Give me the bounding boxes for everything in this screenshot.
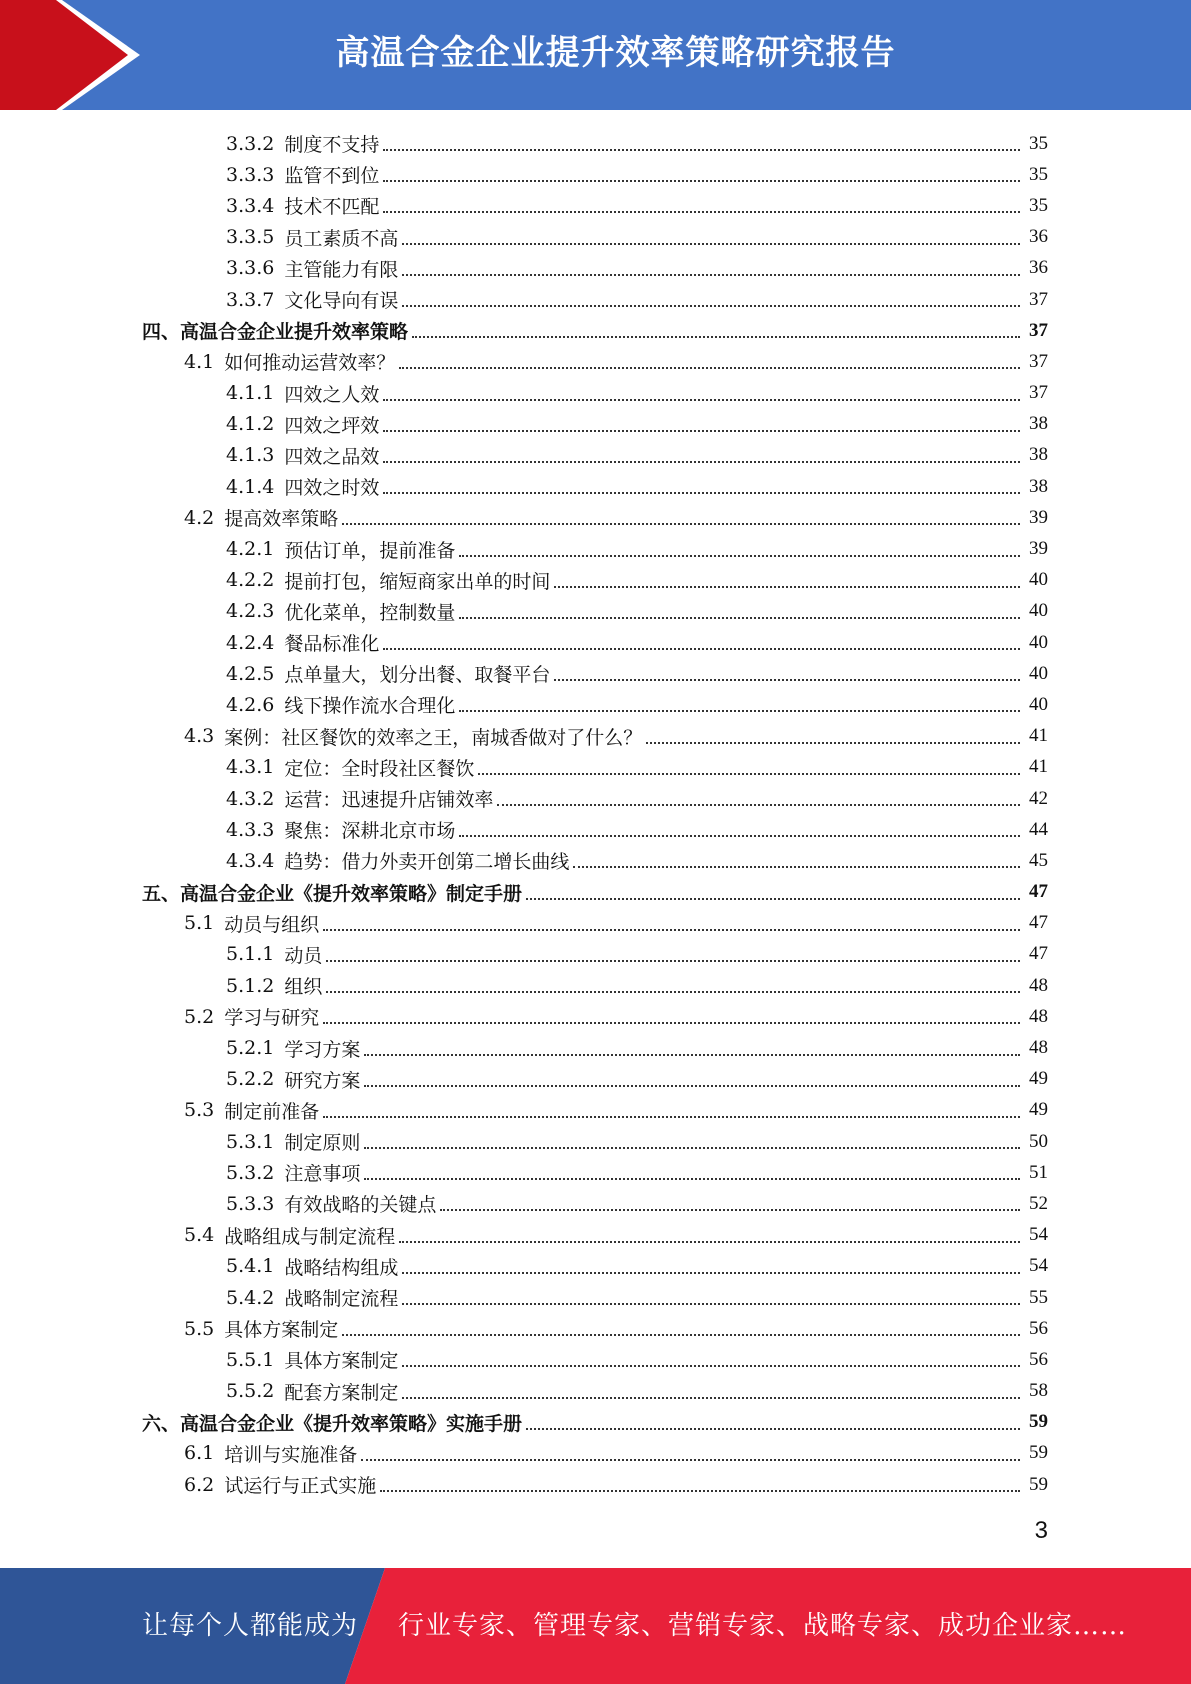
toc-entry[interactable]: [0, 1376, 1191, 1407]
toc-entry-number: 4.1.3: [226, 444, 275, 467]
toc-entry-number: 4.3.4: [226, 849, 275, 872]
toc-entry-label: 监管不到位: [284, 165, 380, 188]
footer-bar: [0, 1568, 1191, 1684]
toc-entry-number: 4.2.5: [226, 662, 275, 685]
toc-entry-label: 试运行与正式实施: [224, 1475, 377, 1498]
toc-entry-label: 优化菜单，控制数量: [284, 601, 456, 624]
toc-entry-number: 5.5.1: [226, 1348, 275, 1371]
toc-entry-number: 4.1: [184, 350, 215, 373]
toc-entry-label: 战略结构组成: [284, 1256, 399, 1279]
toc-entry[interactable]: [0, 128, 1191, 159]
toc-entry-page: 35: [1029, 132, 1048, 154]
toc-entry-page: 35: [1029, 194, 1048, 216]
toc-entry-number: 5.1.2: [226, 974, 275, 997]
toc-entry-page: 48: [1029, 1005, 1048, 1027]
toc-entry-label: 制度不支持: [284, 134, 380, 157]
toc-entry[interactable]: [0, 1469, 1191, 1500]
toc-entry-page: 39: [1029, 538, 1048, 560]
toc-entry-number: 六、: [142, 1412, 181, 1435]
page-number: 3: [1034, 1517, 1048, 1544]
toc-entry-label: 线下操作流水合理化: [284, 695, 456, 718]
toc-entry-number: 4.1.1: [226, 382, 275, 405]
toc-entry-page: 35: [1029, 163, 1048, 185]
toc-entry-label: 四效之人效: [284, 383, 380, 406]
toc-entry-page: 40: [1029, 631, 1048, 653]
toc-entry-page: 41: [1029, 725, 1048, 747]
toc-entry-number: 3.3.3: [226, 163, 275, 186]
toc-leader-dots: [459, 709, 1020, 712]
toc-entry[interactable]: [0, 877, 1191, 908]
toc-entry-label: 配套方案制定: [284, 1381, 399, 1404]
toc-leader-dots: [526, 1427, 1020, 1430]
toc-entry-number: 5.4.2: [226, 1286, 275, 1309]
toc-entry-page: 50: [1029, 1130, 1048, 1152]
toc-entry-page: 54: [1029, 1255, 1048, 1277]
toc-entry-page: 40: [1029, 693, 1048, 715]
toc-leader-dots: [380, 1489, 1020, 1492]
toc-entry-number: 四、: [142, 321, 181, 344]
toc-entry-number: 5.2.2: [226, 1068, 275, 1091]
toc-leader-dots: [364, 1146, 1020, 1149]
toc-leader-dots: [402, 1396, 1020, 1399]
toc-entry-label: 四效之时效: [284, 477, 380, 500]
header-bar: [0, 0, 1191, 110]
toc-entry[interactable]: [0, 1064, 1191, 1095]
toc-entry[interactable]: [0, 471, 1191, 502]
toc-entry[interactable]: [0, 1344, 1191, 1375]
toc-entry[interactable]: [0, 1095, 1191, 1126]
toc-entry[interactable]: [0, 253, 1191, 284]
footer-slogan-left: 让每个人都能成为: [142, 1611, 359, 1641]
toc-entry-page: 59: [1029, 1473, 1048, 1495]
toc-entry-label: 预估订单，提前准备: [284, 539, 456, 562]
toc-entry-page: 40: [1029, 662, 1048, 684]
toc-entry[interactable]: [0, 596, 1191, 627]
toc-entry-number: 5.3.3: [226, 1192, 275, 1215]
toc-entry-page: 44: [1029, 818, 1048, 840]
toc-entry[interactable]: [0, 1032, 1191, 1063]
toc-entry[interactable]: [0, 284, 1191, 315]
toc-leader-dots: [459, 834, 1020, 837]
toc-entry[interactable]: [0, 315, 1191, 346]
toc-entry[interactable]: [0, 1407, 1191, 1438]
toc-entry-page: 59: [1029, 1411, 1048, 1433]
toc-entry-label: 具体方案制定: [224, 1319, 339, 1342]
toc-leader-dots: [478, 772, 1020, 775]
toc-entry-page: 47: [1029, 912, 1048, 934]
toc-leader-dots: [383, 210, 1020, 213]
toc-entry-number: 4.3.2: [226, 787, 275, 810]
toc-entry-number: 3.3.7: [226, 288, 275, 311]
toc-entry[interactable]: [0, 378, 1191, 409]
toc-entry[interactable]: [0, 1282, 1191, 1313]
toc-leader-dots: [323, 1115, 1020, 1118]
toc-entry-label: 战略制定流程: [284, 1288, 399, 1311]
toc-leader-dots: [399, 1240, 1020, 1243]
toc-entry-number: 5.1: [184, 912, 215, 935]
toc-entry-number: 5.5.2: [226, 1380, 275, 1403]
toc-entry[interactable]: [0, 845, 1191, 876]
toc-entry[interactable]: [0, 721, 1191, 752]
toc-entry-label: 员工素质不高: [284, 227, 399, 250]
toc-entry-page: 37: [1029, 288, 1048, 310]
toc-entry-page: 54: [1029, 1224, 1048, 1246]
toc-entry-label: 如何推动运营效率？: [224, 352, 396, 375]
toc-entry-number: 4.2.3: [226, 600, 275, 623]
toc-entry-page: 39: [1029, 506, 1048, 528]
toc-leader-dots: [526, 897, 1020, 900]
toc-leader-dots: [440, 1208, 1020, 1211]
toc-entry-number: 4.2.6: [226, 693, 275, 716]
toc-entry-label: 文化导向有误: [284, 290, 399, 313]
toc-leader-dots: [323, 1021, 1020, 1024]
toc-entry[interactable]: [0, 1220, 1191, 1251]
toc-leader-dots: [402, 273, 1020, 276]
toc-entry[interactable]: [0, 533, 1191, 564]
toc-leader-dots: [383, 148, 1020, 151]
toc-entry-page: 37: [1029, 319, 1048, 341]
toc-entry-page: 40: [1029, 600, 1048, 622]
toc-entry-page: 37: [1029, 382, 1048, 404]
toc-entry-number: 3.3.2: [226, 132, 275, 155]
toc-entry-page: 55: [1029, 1286, 1048, 1308]
toc-entry-label: 研究方案: [284, 1069, 361, 1092]
toc-entry[interactable]: [0, 939, 1191, 970]
toc-entry[interactable]: [0, 1188, 1191, 1219]
toc-leader-dots: [459, 554, 1020, 557]
toc-entry-page: 42: [1029, 787, 1048, 809]
toc-entry-label: 提前打包，缩短商家出单的时间: [284, 570, 551, 593]
toc-entry[interactable]: [0, 752, 1191, 783]
toc-leader-dots: [459, 616, 1020, 619]
toc-entry-label: 聚焦：深耕北京市场: [284, 820, 456, 843]
toc-entry-number: 五、: [142, 882, 181, 905]
toc-entry-number: 4.3.1: [226, 756, 275, 779]
toc-entry-number: 3.3.4: [226, 194, 275, 217]
toc-entry[interactable]: [0, 1251, 1191, 1282]
toc-entry-number: 4.3.3: [226, 818, 275, 841]
document-title: 高温合金企业提升效率策略研究报告: [335, 33, 896, 73]
toc-entry-label: 制定原则: [284, 1132, 361, 1155]
toc-entry-number: 4.1.4: [226, 475, 275, 498]
toc-entry[interactable]: [0, 627, 1191, 658]
toc-entry-number: 5.2.1: [226, 1037, 275, 1060]
toc-entry[interactable]: [0, 908, 1191, 939]
toc-entry[interactable]: [0, 346, 1191, 377]
toc-entry[interactable]: [0, 1001, 1191, 1032]
toc-entry[interactable]: [0, 409, 1191, 440]
toc-entry-label: 趋势：借力外卖开创第二增长曲线: [284, 851, 570, 874]
toc-entry[interactable]: [0, 1126, 1191, 1157]
toc-leader-dots: [402, 1364, 1020, 1367]
toc-entry-label: 主管能力有限: [284, 258, 399, 281]
toc-entry-number: 5.4.1: [226, 1255, 275, 1278]
toc-entry[interactable]: [0, 440, 1191, 471]
toc-entry[interactable]: [0, 502, 1191, 533]
toc-entry-number: 4.2: [184, 506, 215, 529]
toc-entry-label: 战略组成与制定流程: [224, 1225, 396, 1248]
toc-entry-label: 案例：社区餐饮的效率之王，南城香做对了什么？: [224, 726, 643, 749]
toc-entry-number: 5.4: [184, 1224, 215, 1247]
toc-entry-number: 5.3.2: [226, 1161, 275, 1184]
toc-leader-dots: [383, 429, 1020, 432]
toc-entry[interactable]: [0, 970, 1191, 1001]
toc-leader-dots: [402, 242, 1020, 245]
toc-entry-number: 4.2.2: [226, 569, 275, 592]
toc-entry-number: 5.5: [184, 1317, 215, 1340]
toc-leader-dots: [342, 1333, 1020, 1336]
toc-entry[interactable]: [0, 814, 1191, 845]
toc-entry-page: 56: [1029, 1348, 1048, 1370]
toc-entry-label: 四效之坪效: [284, 414, 380, 437]
toc-leader-dots: [342, 522, 1020, 525]
toc-entry-page: 48: [1029, 974, 1048, 996]
toc-entry-page: 47: [1029, 943, 1048, 965]
toc-entry[interactable]: [0, 190, 1191, 221]
toc-entry-label: 技术不匹配: [284, 196, 380, 219]
toc-leader-dots: [646, 741, 1020, 744]
toc-entry-page: 45: [1029, 849, 1048, 871]
toc-entry-page: 58: [1029, 1380, 1048, 1402]
toc-entry-label: 组织: [284, 976, 323, 999]
toc-entry-label: 动员与组织: [224, 913, 320, 936]
toc-entry-page: 38: [1029, 444, 1048, 466]
toc-entry-label: 动员: [284, 944, 323, 967]
toc-entry-number: 6.1: [184, 1442, 215, 1465]
toc-entry-page: 41: [1029, 756, 1048, 778]
toc-entry-label: 学习与研究: [224, 1007, 320, 1030]
toc-entry-page: 52: [1029, 1192, 1048, 1214]
toc-entry-page: 47: [1029, 881, 1048, 903]
toc-entry-number: 6.2: [184, 1473, 215, 1496]
toc-entry-page: 38: [1029, 413, 1048, 435]
toc-entry-label: 制定前准备: [224, 1100, 320, 1123]
toc-entry-number: 5.3.1: [226, 1130, 275, 1153]
toc-entry-page: 56: [1029, 1317, 1048, 1339]
toc-leader-dots: [402, 304, 1020, 307]
toc-entry[interactable]: [0, 658, 1191, 689]
toc-entry-number: 4.2.4: [226, 631, 275, 654]
toc-entry[interactable]: [0, 565, 1191, 596]
toc-entry-number: 5.1.1: [226, 943, 275, 966]
toc-entry-label: 四效之品效: [284, 445, 380, 468]
toc-entry-page: 37: [1029, 350, 1048, 372]
toc-leader-dots: [383, 491, 1020, 494]
toc-leader-dots: [323, 928, 1020, 931]
toc-entry-number: 4.1.2: [226, 413, 275, 436]
toc-leader-dots: [412, 335, 1020, 338]
toc-entry-page: 49: [1029, 1099, 1048, 1121]
toc-entry-label: 运营：迅速提升店铺效率: [284, 789, 494, 812]
footer-slogan-right: 行业专家、管理专家、营销专家、战略专家、成功企业家……: [398, 1611, 1128, 1641]
toc-entry[interactable]: [0, 222, 1191, 253]
toc-leader-dots: [554, 678, 1020, 681]
toc-entry-page: 36: [1029, 257, 1048, 279]
toc-entry-page: 51: [1029, 1161, 1048, 1183]
toc-entry-number: 5.3: [184, 1099, 215, 1122]
toc-entry-number: 3.3.6: [226, 257, 275, 280]
toc-entry-label: 餐品标准化: [284, 633, 380, 656]
toc-entry[interactable]: [0, 689, 1191, 720]
toc-leader-dots: [364, 1084, 1020, 1087]
toc-entry-page: 59: [1029, 1442, 1048, 1464]
toc-entry-page: 48: [1029, 1037, 1048, 1059]
toc-entry-number: 3.3.5: [226, 226, 275, 249]
toc-entry-page: 38: [1029, 475, 1048, 497]
toc-leader-dots: [383, 460, 1020, 463]
toc-entry-label: 培训与实施准备: [224, 1443, 358, 1466]
toc-leader-dots: [326, 959, 1020, 962]
toc-entry[interactable]: [0, 1157, 1191, 1188]
toc-entry-page: 40: [1029, 569, 1048, 591]
toc-entry-number: 5.2: [184, 1005, 215, 1028]
toc-entry-label: 具体方案制定: [284, 1350, 399, 1373]
toc-entry-label: 有效战略的关键点: [284, 1194, 437, 1217]
toc-entry[interactable]: [0, 1438, 1191, 1469]
toc-leader-dots: [573, 865, 1020, 868]
toc-entry-label: 高温合金企业《提升效率策略》制定手册: [180, 882, 523, 905]
toc-leader-dots: [402, 1302, 1020, 1305]
toc-entry-label: 点单量大，划分出餐、取餐平台: [284, 664, 551, 687]
toc-entry[interactable]: [0, 159, 1191, 190]
toc-leader-dots: [361, 1458, 1020, 1461]
toc-leader-dots: [402, 1271, 1020, 1274]
toc-leader-dots: [383, 398, 1020, 401]
toc-leader-dots: [326, 990, 1020, 993]
toc-entry[interactable]: [0, 783, 1191, 814]
toc-entry-label: 高温合金企业提升效率策略: [180, 321, 409, 344]
toc-entry-page: 36: [1029, 226, 1048, 248]
toc-entry-label: 学习方案: [284, 1038, 361, 1061]
toc-leader-dots: [364, 1177, 1020, 1180]
toc-entry-number: 4.3: [184, 725, 215, 748]
toc-entry-label: 定位：全时段社区餐饮: [284, 757, 475, 780]
toc-entry-label: 注意事项: [284, 1163, 361, 1186]
toc-entry[interactable]: [0, 1313, 1191, 1344]
toc-leader-dots: [497, 803, 1020, 806]
toc-leader-dots: [364, 1053, 1020, 1056]
toc-leader-dots: [383, 647, 1020, 650]
toc-entry-number: 4.2.1: [226, 538, 275, 561]
toc-entry-page: 49: [1029, 1068, 1048, 1090]
toc-leader-dots: [399, 366, 1020, 369]
toc-entry-label: 提高效率策略: [224, 508, 339, 531]
toc-leader-dots: [383, 179, 1020, 182]
toc-entry-label: 高温合金企业《提升效率策略》实施手册: [180, 1412, 523, 1435]
toc-leader-dots: [554, 585, 1020, 588]
table-of-contents: [0, 128, 1191, 1500]
